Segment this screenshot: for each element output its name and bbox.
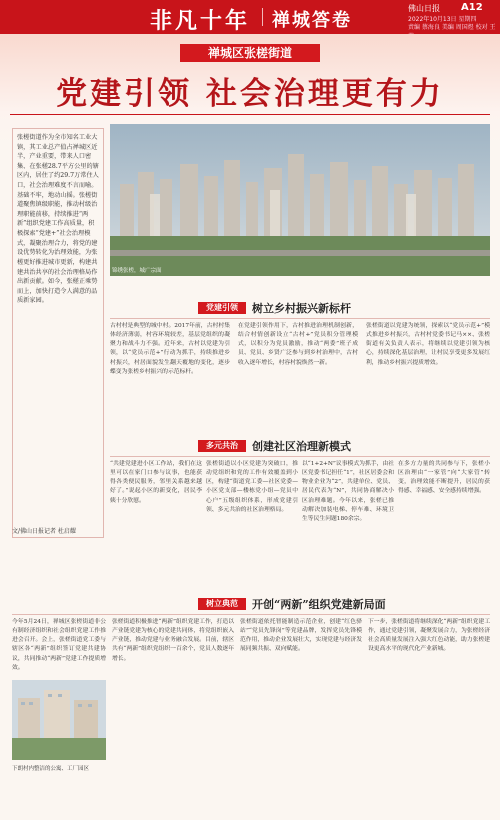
- lead-column: [12, 128, 104, 538]
- residential-photo: [12, 680, 106, 760]
- photo-2-caption: 下朗村内整洁的公寓、工厂园区: [12, 766, 90, 772]
- section-1-paragraph-1: 古村村是典型的城中村。2017年前，古村村集体经济薄弱，村容环境较差，基层党组织的凝聚力和战斗力不强。近年来，古村以党建为引领，以“党员示范+”行动为抓手，持续推进乡村振兴，村居面貌发生翻天覆地的变化，逐步蝶变为张槎乡村振兴的示范标杆。: [110, 323, 230, 375]
- column-title: 禅城答卷: [272, 10, 352, 31]
- kicker-label: 禅城区张槎街道: [180, 44, 320, 62]
- paper-name: 佛山日报: [408, 4, 440, 13]
- photo-caption: 锦绣张槎，城广宗面: [112, 268, 162, 274]
- residential-illustration: [12, 680, 106, 760]
- byline: 文/佛山日报记者 杜启耀: [12, 528, 76, 535]
- section-3-paragraph-3: 张槎街道依托智能制造示范企业，创建“红色驿站”“党员先锋岗”等党建品牌，发挥党员先锋模范作用，推动企业发展壮大，实现党建与经济发展同频共振、双向赋能。: [240, 619, 362, 653]
- lead-text: 张槎街道作为全市知名工业大镇，其工业总产值占禅城区近半，产业重要，带来人口密集、在张槎28.7平方公里的辖区内，居住了约29.7万常住人口，社会治理难度不言而喻。基础不牢，地动山摇。张槎街道聚焦镇级职能，推动村级治理职能前移，持续推进“两新”组织党建工作高质量，积极探索“党建+”社会治理模式，凝聚治理合力，将党的建设优势转化为治理效能，为张槎更好推进城市更新，构建共建共治共享的社会治理格局作出新贡献。如今，张槎正乘势而上，加快打造令人满意的品质新家园。: [17, 134, 99, 305]
- section-2-paragraph-1: “共建党建进小区工作站，我们在这里可以在家门口参与议事，也能获得各类便民服务，邻里关系越来越好了。”说起小区的新变化，居民李姨十分欣慰。: [110, 461, 202, 504]
- section-3-paragraph-4: 下一步，张槎街道将继续深化“两新”组织党建工作，通过党建引领，凝聚发展合力，为张槎经济社会高质量发展注入强大红色动能，助力张槎建设更高水平的现代化产业新城。: [368, 619, 490, 653]
- page-headline: 党建引领 社会治理更有力: [56, 76, 444, 112]
- masthead-divider: [262, 8, 263, 26]
- section-label-1: 党建引领: [198, 302, 246, 314]
- section-label-3: 树立典范: [198, 598, 246, 610]
- section-3-paragraph-1: 今年5月24日，禅城区张槎街道非公有制经济组织和社会组织党建工作推进会召开。会上，张槎街道党工委与辖区各“两新”组织签订党建共建协议，共同推动“两新”党建工作提质增效。: [12, 619, 106, 671]
- section-2-paragraph-2: 张槎街道以小区党建为突破口，推动党组织和党的工作有效覆盖到小区，构建“街道党工委—社区党委—小区党支部—楼栋党小组—党员中心户”五级组织体系，形成党建引领、多元共治的社区治理格局。: [206, 461, 298, 513]
- section-2-paragraph-4: 在多方力量的共同参与下，张槎小区治理由“一家管”向“大家管”转变，治理效能不断提升，居民的获得感、幸福感、安全感持续增强。: [398, 461, 490, 495]
- editors-line: 责编 蔡海良 美编 周国煜 校对 王: [408, 24, 496, 31]
- section-1-paragraph-2: 在党建引领作用下，古村推进治理机制创新，结合村情创新设立“古村+”党员积分管理模式，以积分为党员激励，推动“两委”班子成员、党员、乡贤广泛参与到乡村治理中，古村收入逐年增长，村容村貌焕然一新。: [238, 323, 358, 366]
- section-label-2: 多元共治: [198, 440, 246, 452]
- cityscape-photo: [110, 124, 490, 276]
- section-title-3: 开创“两新”组织党建新局面: [252, 598, 386, 611]
- section-1-paragraph-3: 张槎街道以党建为统领，探索以“党员示范+”模式推进乡村振兴，古村村党委书记马××、张槎街道有关负责人表示，将继续以党建引领为核心，持续深化基层治理，让村民享受更多发展红利，推动乡村振兴提质增效。: [366, 323, 490, 366]
- section-2-paragraph-3: 以“1+2+N”议事模式为抓手，由社区党委书记担任“1”，社区居委会和物业企业为“2”，共建单位、党员、居民代表为“N”，共同协商解决小区治理难题。今年以来，张槎已推动解决加装电梯、停车难、环境卫生等民生问题180余宗。: [302, 461, 394, 522]
- masthead-band: [0, 0, 500, 34]
- section-divider-3: [12, 614, 490, 615]
- section-divider-1: [110, 318, 490, 319]
- section-title-1: 树立乡村振兴新标杆: [252, 302, 351, 315]
- section-title-2: 创建社区治理新模式: [252, 440, 351, 453]
- brand-title: 非凡十年: [150, 8, 251, 34]
- page-number: A12: [461, 2, 483, 13]
- section-divider-2: [110, 456, 490, 457]
- section-3-paragraph-2: 张槎街道积极推进“两新”组织党建工作，打造以产业链党建为核心的党建共同体，将党组织嵌入产业链，推动党建与业务融合发展。目前，辖区共有“两新”组织党组织一百余个，党员人数逐年增长。: [112, 619, 234, 662]
- headline-rule: [10, 114, 490, 115]
- cityscape-illustration: [110, 124, 490, 276]
- date-line: 2022年10月13日 星期四: [408, 16, 477, 23]
